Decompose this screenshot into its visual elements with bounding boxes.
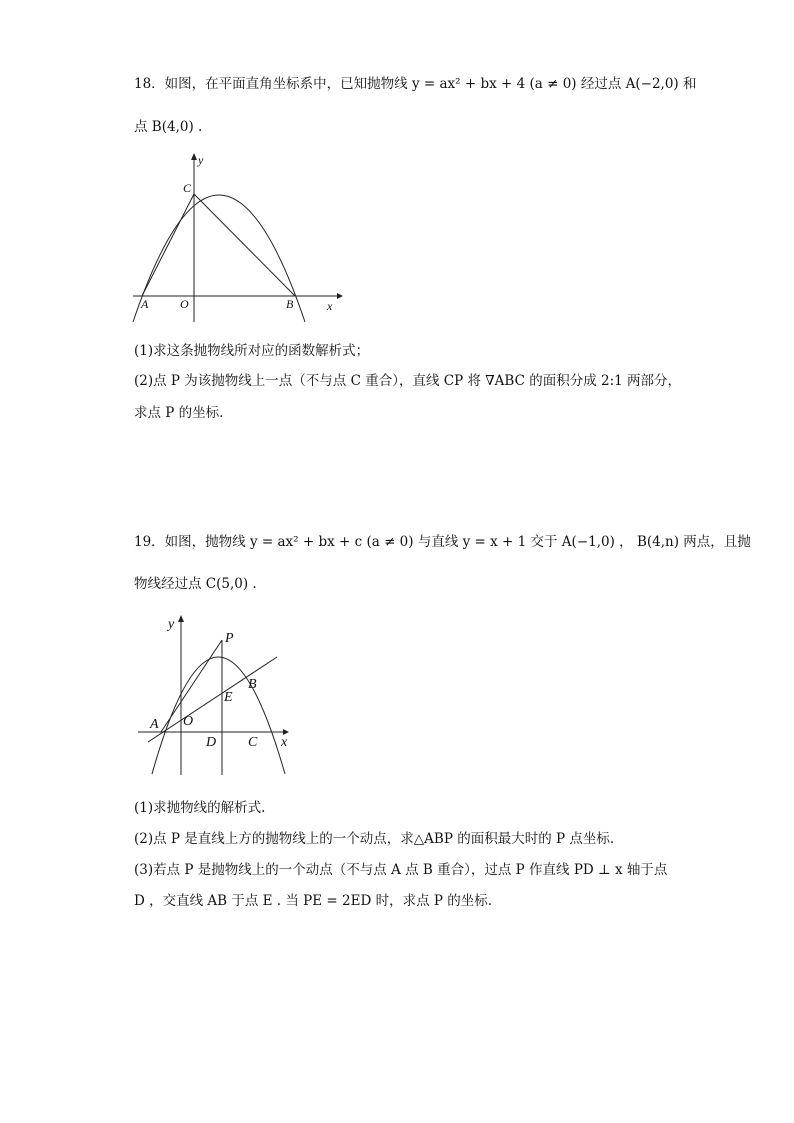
q18-figure — [125, 150, 345, 325]
q18-segment-cb — [194, 194, 295, 296]
q19-label-a: A — [150, 717, 159, 732]
q18-x-arrow — [337, 293, 343, 299]
q19-stem-line1: 19．如图，抛物线 y = ax² + bx + c (a ≠ 0) 与直线 y = x + 1 交于 A(−1,0) ， B(4,n) 两点，且抛 — [134, 534, 751, 550]
q19-label-p: P — [225, 631, 234, 646]
q19-part2: (2)点 P 是直线上方的抛物线上的一个动点，求△ABP 的面积最大时的 P 点坐标. — [134, 831, 615, 847]
q19-figure — [130, 612, 305, 780]
q19-y-arrow — [178, 615, 184, 622]
q19-part1: (1)求抛物线的解析式. — [134, 800, 266, 816]
q19-stem-line2: 物线经过点 C(5,0) . — [134, 576, 257, 592]
q19-part3: (3)若点 P 是抛物线上的一个动点（不与点 A 点 B 重合），过点 P 作直线 PD ⊥ x 轴于点 — [134, 862, 668, 878]
q18-part2-cont: 求点 P 的坐标. — [134, 405, 224, 421]
q19-label-y: y — [168, 617, 175, 632]
q19-line-ab — [148, 657, 277, 742]
q18-segment-ac — [142, 194, 194, 296]
q19-label-d: D — [206, 735, 217, 750]
q19-part3-cont: D ，交直线 AB 于点 E . 当 PE = 2ED 时，求点 P 的坐标. — [134, 893, 493, 909]
q19-label-e: E — [224, 690, 233, 705]
q18-stem-line2: 点 B(4,0) . — [134, 119, 203, 135]
q19-label-c: C — [248, 735, 258, 750]
q18-label-x: x — [327, 299, 333, 313]
q18-stem-line1: 18．如图，在平面直角坐标系中，已知抛物线 y = ax² + bx + 4 (a ≠ 0) 经过点 A(−2,0) 和 — [134, 76, 697, 92]
q18-parabola — [133, 195, 305, 322]
q18-part1: (1)求这条抛物线所对应的函数解析式； — [134, 343, 370, 359]
q18-label-y: y — [198, 153, 204, 167]
q18-label-c: C — [183, 181, 192, 195]
q18-label-a: A — [141, 297, 149, 311]
q19-label-b: B — [248, 677, 257, 692]
q18-label-b: B — [286, 297, 294, 311]
q18-y-arrow — [191, 153, 197, 160]
q18-label-o: O — [180, 297, 189, 311]
q19-label-o: O — [183, 714, 194, 729]
q18-part2: (2)点 P 为该抛物线上一点（不与点 C 重合），直线 CP 将 ∇ABC 的面积分成 2:1 两部分， — [134, 373, 682, 389]
q19-label-x: x — [281, 735, 288, 750]
